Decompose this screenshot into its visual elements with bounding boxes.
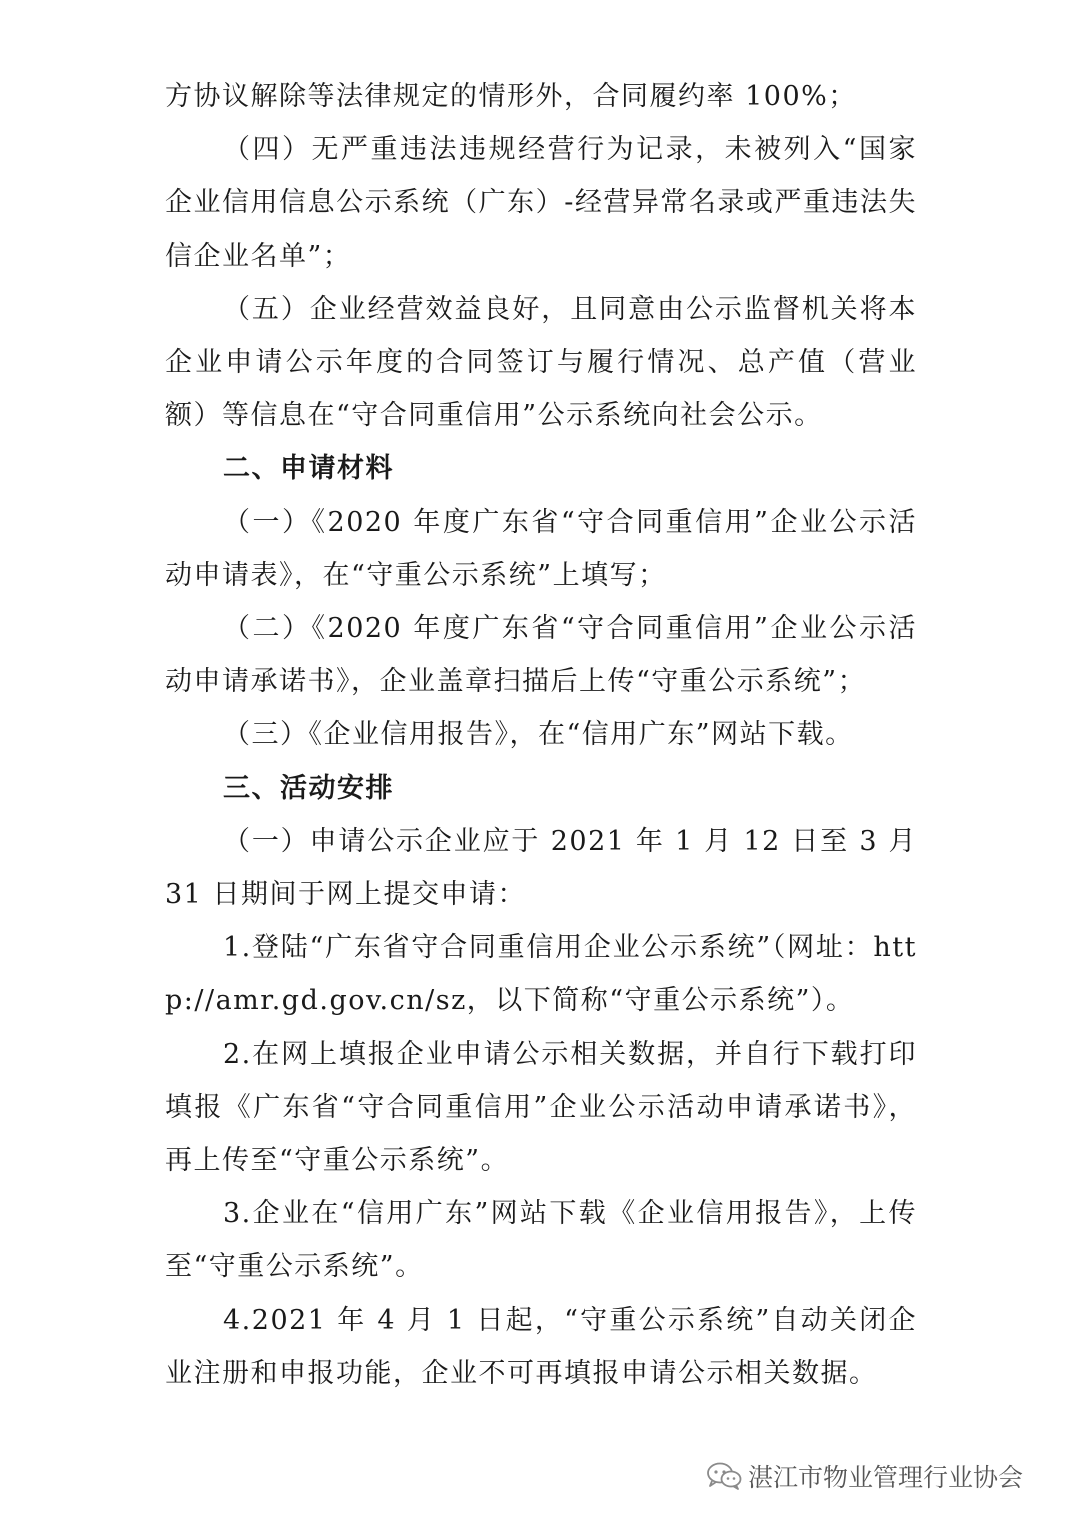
paragraph-schedule-1: （一）申请公示企业应于 2021 年 1 月 12 日至 3 月 31 日期间于网上提交申请： [165, 825, 917, 911]
wechat-icon [706, 1462, 742, 1490]
wechat-watermark [706, 1456, 1023, 1496]
paragraph-contract-fulfillment: 方协议解除等法律规定的情形外，合同履约率 100%； [165, 81, 857, 112]
document-body [165, 70, 917, 1400]
paragraph-material-3: （三）《企业信用报告》，在“信用广东”网站下载。 [223, 719, 854, 751]
paragraph-material-2: （二）《2020 年度广东省“守合同重信用”企业公示活动申请承诺书》，企业盖章扫描后上传“守重公示系统”； [165, 613, 917, 698]
paragraph-step-2: 2.在网上填报企业申请公示相关数据，并自行下载打印填报《广东省“守合同重信用”企业公示活动申请承诺书》，再上传至“守重公示系统”。 [165, 1038, 917, 1177]
section-heading-application-materials: 二、申请材料 [223, 453, 394, 485]
paragraph-step-3: 3.企业在“信用广东”网站下载《企业信用报告》，上传至“守重公示系统”。 [165, 1198, 917, 1283]
paragraph-condition-5: （五）企业经营效益良好，且同意由公示监督机关将本企业申请公示年度的合同签订与履行情况、总产值（营业额）等信息在“守合同重信用”公示系统向社会公示。 [165, 293, 917, 432]
paragraph-step-4: 4.2021 年 4 月 1 日起，“守重公示系统”自动关闭企业注册和申报功能，企业不可再填报申请公示相关数据。 [165, 1304, 917, 1389]
paragraph-step-1: 1.登陆“广东省守合同重信用企业公示系统”（网址：http://amr.gd.gov.cn/sz，以下简称“守重公示系统”）。 [165, 932, 917, 1017]
paragraph-condition-4: （四）无严重违法违规经营行为记录，未被列入“国家企业信用信息公示系统（广东）-经营异常名录或严重违法失信企业名单”； [165, 134, 917, 272]
section-heading-schedule: 三、活动安排 [223, 772, 394, 804]
paragraph-material-1: （一）《2020 年度广东省“守合同重信用”企业公示活动申请表》，在“守重公示系统”上填写； [165, 506, 917, 591]
watermark-text: 湛江市物业管理行业协会 [748, 1463, 1024, 1492]
